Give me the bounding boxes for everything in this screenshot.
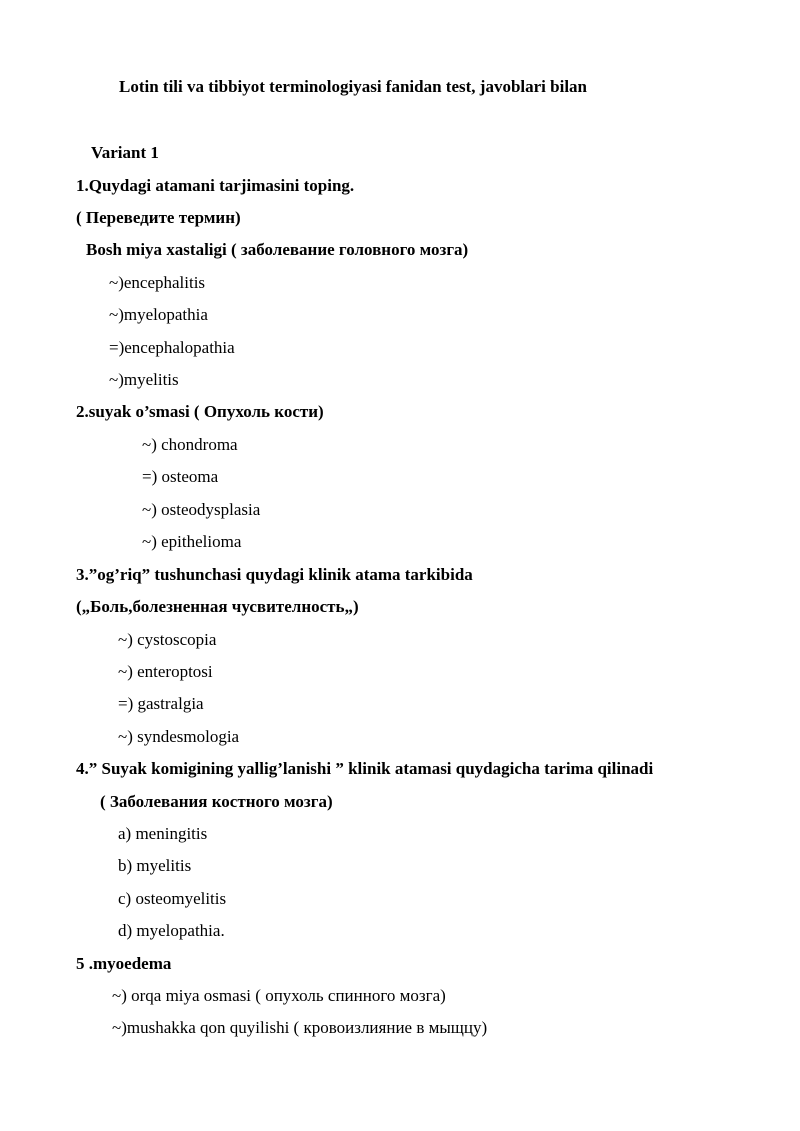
question-2-option-3: ~) osteodysplasia [142, 500, 261, 519]
question-2-option-1: ~) chondroma [142, 435, 238, 454]
document-title: Lotin tili va tibbiyot terminologiyasi fanidan test, javoblari bilan [119, 77, 588, 96]
question-2-option-4: ~) epithelioma [142, 532, 242, 551]
question-5-option-2: ~)mushakka qon quyilishi ( кровоизлияние в мыщцу) [112, 1018, 488, 1037]
question-1-heading: 1.Quydagi atamani tarjimasini toping. [76, 176, 355, 195]
question-1-option-2: ~)myelopathia [109, 305, 208, 324]
question-4-option-a: a) meningitis [118, 824, 208, 843]
question-2-option-2: =) osteoma [142, 467, 219, 486]
variant-heading: Variant 1 [91, 143, 159, 162]
question-3-heading: 3.”og’riq” tushunchasi quydagi klinik atama tarkibida [76, 565, 473, 584]
question-4-option-b: b) myelitis [118, 856, 192, 875]
question-1-option-3: =)encephalopathia [109, 338, 235, 357]
question-3-option-3: =) gastralgia [118, 694, 204, 713]
question-5-option-1: ~) orqa miya osmasi ( опухоль спинного мозга) [112, 986, 446, 1005]
question-3-option-2: ~) enteroptosi [118, 662, 213, 681]
question-1-option-1: ~)encephalitis [109, 273, 206, 292]
question-3-option-1: ~) cystoscopia [118, 630, 217, 649]
question-2-heading: 2.suyak o’smasi ( Опухоль кости) [76, 402, 324, 421]
question-4-heading: 4.” Suyak komigining yallig’lanishi ” klinik atamasi quydagicha tarima qilinadi [76, 759, 654, 778]
question-1-subheading-ru: ( Переведите термин) [76, 208, 241, 227]
question-3-option-4: ~) syndesmologia [118, 727, 240, 746]
question-1-term: Bosh miya xastaligi ( заболевание головного мозга) [86, 240, 469, 259]
question-4-option-c: c) osteomyelitis [118, 889, 227, 908]
question-3-subheading-ru: („Боль,болезненная чусвителность„) [76, 597, 359, 616]
question-4-option-d: d) myelopathia. [118, 921, 225, 940]
question-5-heading: 5 .myoedema [76, 954, 172, 973]
question-4-subheading-ru: ( Заболевания костного мозга) [100, 792, 333, 811]
question-1-option-4: ~)myelitis [109, 370, 179, 389]
